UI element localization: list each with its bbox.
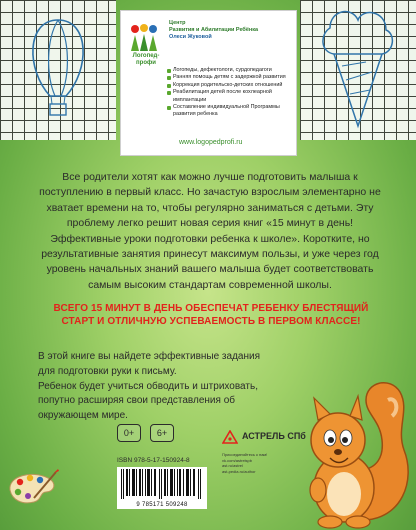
website-link[interactable]: www.logopedprofi.ru	[179, 139, 243, 146]
intro-paragraph: Все родители хотят как можно лучше подготовить малыша к поступлению в первый класс. Но зачастую взрослым элементарно не хватает времени на то, чтобы регулярно заниматься с детьми. Эту проблему легко решит новая серия книг «15 минут в день! Эффективные уроки подготовки ребенка к школе». Коротките, но результативные занятия принесут максимум пользы, и уже через год уровень начальных знаний вашего малыша будет соответствовать самым высоким стандартам современной школы.	[39, 171, 381, 291]
astrel-logo-icon	[222, 430, 238, 444]
logo-text: Логопед- профи	[132, 53, 160, 66]
book-details	[38, 350, 276, 424]
publisher-name: АСТРЕЛЬ СПб	[242, 431, 306, 441]
list-item: Ранняя помощь детям с задержкой развития	[166, 74, 294, 81]
balloon-tracing-figure	[0, 0, 116, 140]
list-item: Реабилитация детей после кохлеарной имплантации	[166, 89, 294, 104]
paint-palette-icon	[4, 468, 60, 508]
tracing-grid-left	[0, 0, 116, 140]
center-title: Центр Развития и Абилитации Ребёнка Олеси Жуковой	[169, 20, 259, 40]
squirrel-illustration	[292, 370, 416, 530]
advertisement-box	[120, 10, 297, 156]
list-item: Логопеды, дефектологи, сурдопедагоги	[166, 67, 294, 74]
ice-cream-tracing-figure	[300, 0, 416, 140]
highlight-slogan: ВСЕГО 15 МИНУТ В ДЕНЬ ОБЕСПЕЧАТ РЕБЕНКУ БЛЕСТЯЩИЙ СТАРТ И ОТЛИЧНУЮ УСПЕВАЕМОСТЬ В ПЕРВОМ КЛАССЕ!	[53, 303, 369, 328]
services-list	[166, 67, 294, 119]
barcode-bars	[121, 469, 203, 499]
isbn-label: ISBN 978-5-17-150924-8	[117, 457, 190, 464]
details-paragraph: В этой книге вы найдете эффективные задания для подготовки руки к письму.	[38, 351, 260, 377]
list-item: Коррекция родительско-детских отношений	[166, 82, 294, 89]
publisher-info: Присоединяйтесь к нам! vk.com/astrelspb ast.ru/astrel ast-pedia.ru/author	[222, 452, 268, 474]
details-paragraph: Ребенок будет учиться обводить и штриховать, попутно расширяя свои представления об окружающем мире.	[38, 380, 258, 422]
list-item: Составление индивидуальной Программы развития ребенка	[166, 104, 294, 119]
tracing-grid-right	[300, 0, 416, 140]
barcode-number: 9 785171 509248	[136, 502, 188, 508]
barcode	[117, 467, 207, 509]
age-rating-badge: 0+	[117, 424, 141, 442]
logoped-profi-logo	[126, 23, 162, 53]
age-rating-badge: 6+	[150, 424, 174, 442]
